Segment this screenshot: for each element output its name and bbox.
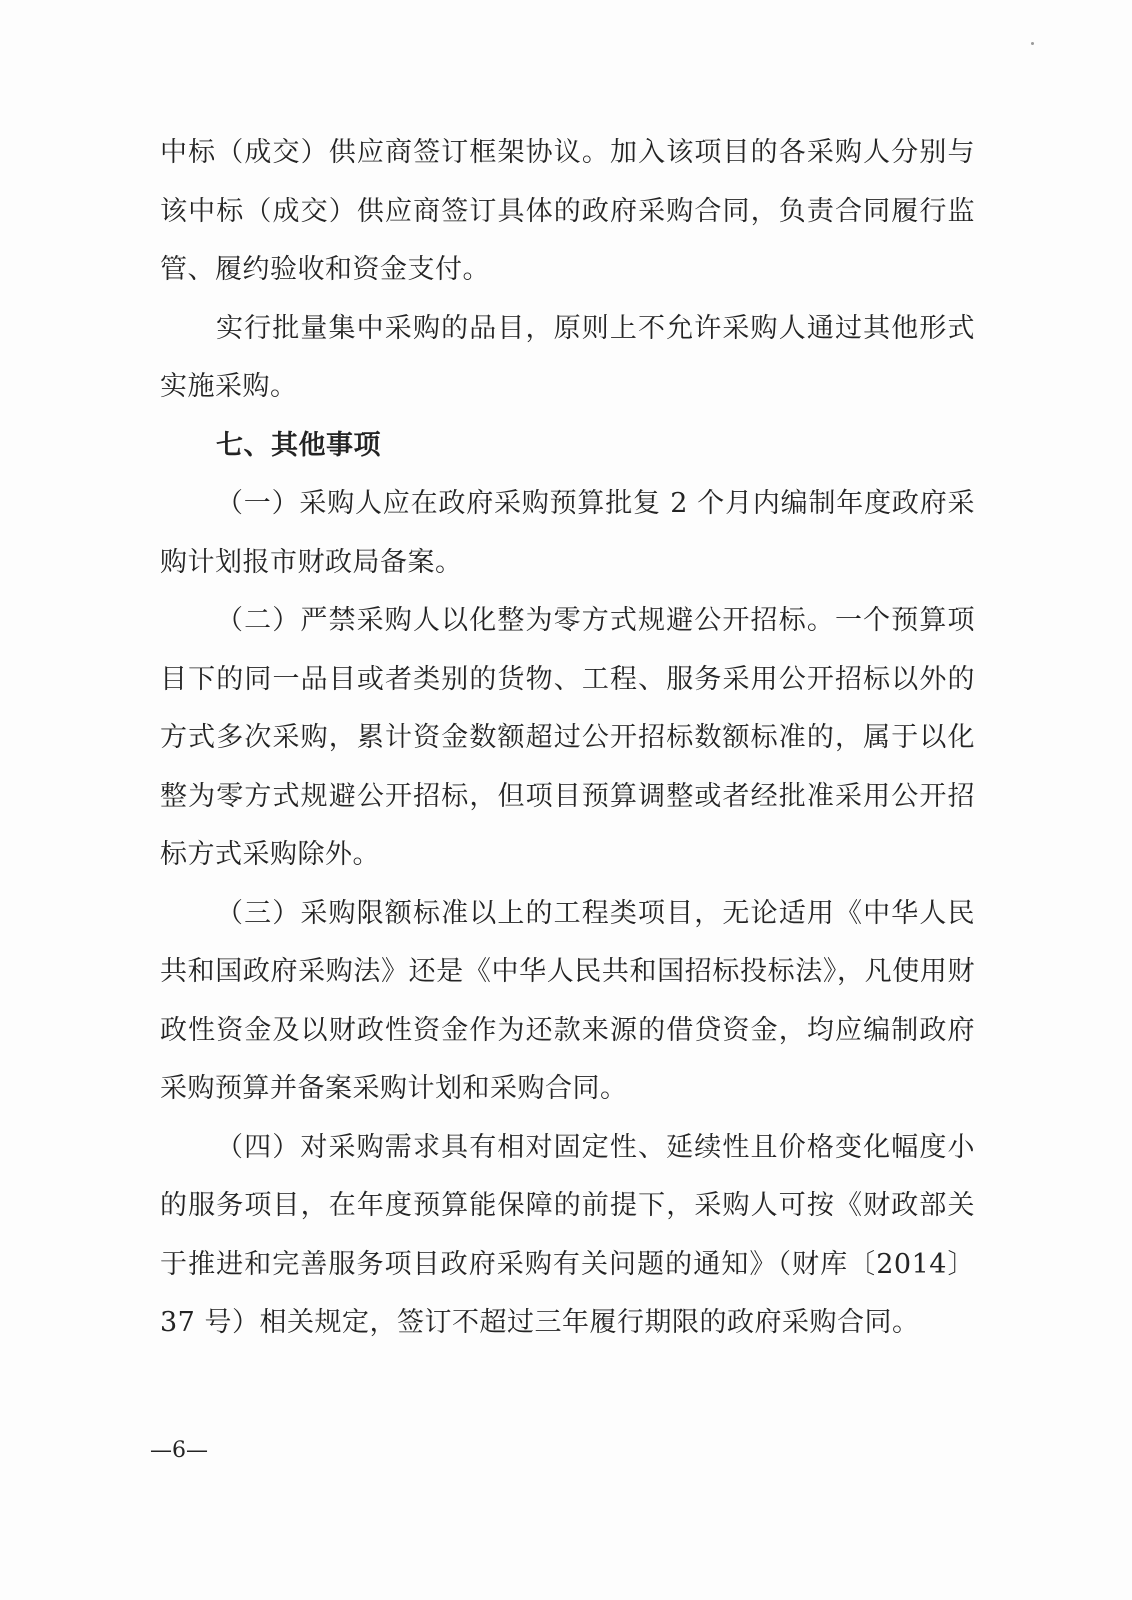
- item-1: （一）采购人应在政府采购预算批复 2 个月内编制年度政府采购计划报市财政局备案。: [160, 488, 975, 578]
- item-2: （二）严禁采购人以化整为零方式规避公开招标。一个预算项目下的同一品目或者类别的货物、工程、服务采用公开招标以外的方式多次采购，累计资金数额超过公开招标数额标准的，属于以化整为零方式规避公开招标，但项目预算调整或者经批准采用公开招标方式采购除外。: [160, 605, 975, 870]
- item-3: （三）采购限额标准以上的工程类项目，无论适用《中华人民共和国政府采购法》还是《中华人民共和国招标投标法》，凡使用财政性资金及以财政性资金作为还款来源的借贷资金，均应编制政府采购预算并备案采购计划和采购合同。: [160, 897, 975, 1104]
- section-heading-other-matters: 七、其他事项: [216, 429, 381, 461]
- item-4: （四）对采购需求具有相对固定性、延续性且价格变化幅度小的服务项目，在年度预算能保障的前提下，采购人可按《财政部关于推进和完善服务项目政府采购有关问题的通知》（财库〔2014〕37 号）相关规定，签订不超过三年履行期限的政府采购合同。: [160, 1131, 975, 1338]
- document-body: [160, 124, 975, 1353]
- paragraph-batch-procurement: 实行批量集中采购的品目，原则上不允许采购人通过其他形式实施采购。: [160, 312, 975, 402]
- scan-speck: [1031, 42, 1034, 45]
- page-number: —6—: [150, 1438, 208, 1463]
- paragraph-continuation: 中标（成交）供应商签订框架协议。加入该项目的各采购人分别与该中标（成交）供应商签订具体的政府采购合同，负责合同履行监管、履约验收和资金支付。: [160, 137, 975, 285]
